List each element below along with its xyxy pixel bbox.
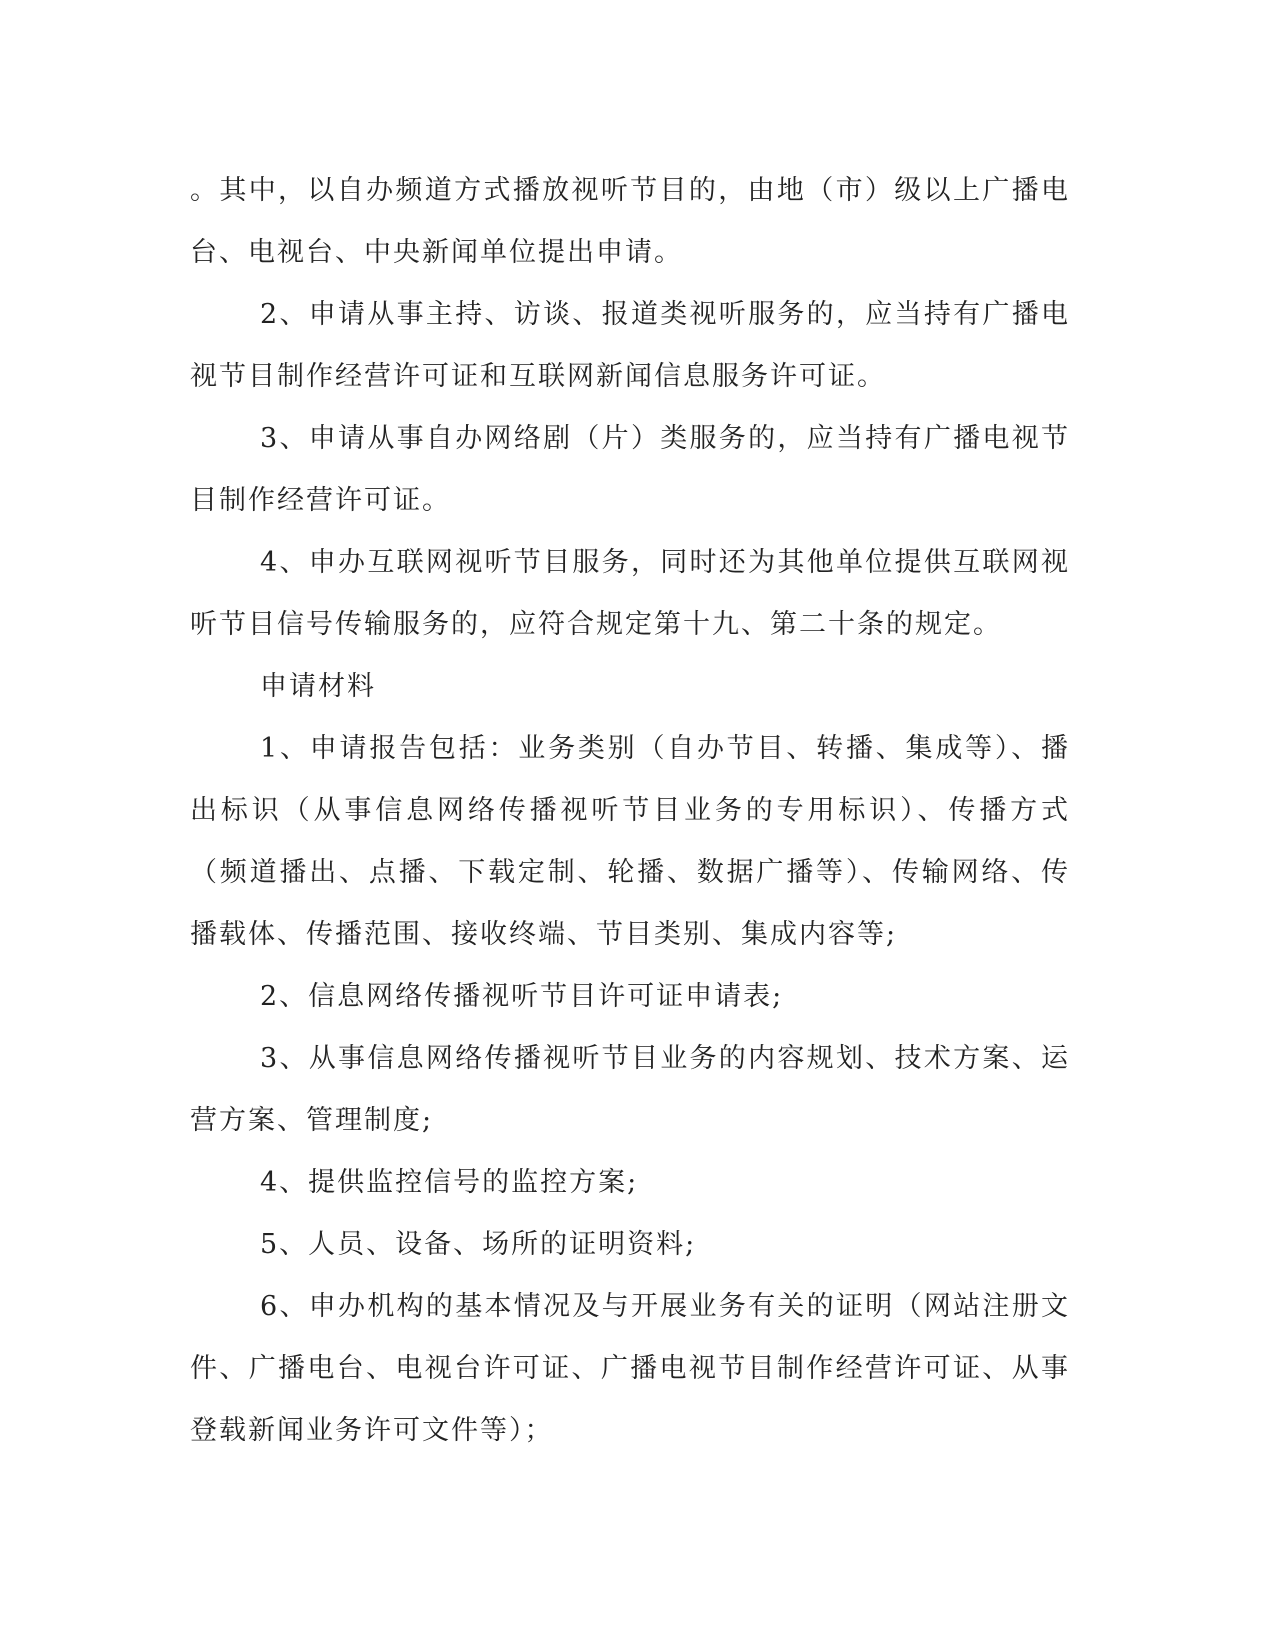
materials-item-1: 1、申请报告包括：业务类别（自办节目、转播、集成等）、播出标识（从事信息网络传播视听节目业务的专用标识）、传播方式（频道播出、点播、下载定制、轮播、数据广播等）、传输网络、传播载体、传播范围、接收终端、节目类别、集成内容等; <box>190 733 1070 950</box>
materials-item-6: 6、申办机构的基本情况及与开展业务有关的证明（网站注册文件、广播电台、电视台许可证、广播电视节目制作经营许可证、从事登载新闻业务许可文件等）； <box>190 1291 1070 1446</box>
paragraph-item-2: 2、申请从事主持、访谈、报道类视听服务的，应当持有广播电视节目制作经营许可证和互联网新闻信息服务许可证。 <box>190 299 1070 392</box>
materials-item-4: 4、提供监控信号的监控方案; <box>260 1167 639 1198</box>
document-body <box>190 160 1070 1462</box>
paragraph-continuation: 。其中，以自办频道方式播放视听节目的，由地（市）级以上广播电台、电视台、中央新闻单位提出申请。 <box>190 175 1070 268</box>
materials-item-5: 5、人员、设备、场所的证明资料; <box>260 1229 697 1260</box>
materials-item-3: 3、从事信息网络传播视听节目业务的内容规划、技术方案、运营方案、管理制度; <box>190 1043 1070 1136</box>
materials-item-2: 2、信息网络传播视听节目许可证申请表; <box>260 981 784 1012</box>
section-heading-materials: 申请材料 <box>260 671 376 702</box>
paragraph-item-3: 3、申请从事自办网络剧（片）类服务的，应当持有广播电视节目制作经营许可证。 <box>190 423 1070 516</box>
paragraph-item-4: 4、申办互联网视听节目服务，同时还为其他单位提供互联网视听节目信号传输服务的，应符合规定第十九、第二十条的规定。 <box>190 547 1070 640</box>
